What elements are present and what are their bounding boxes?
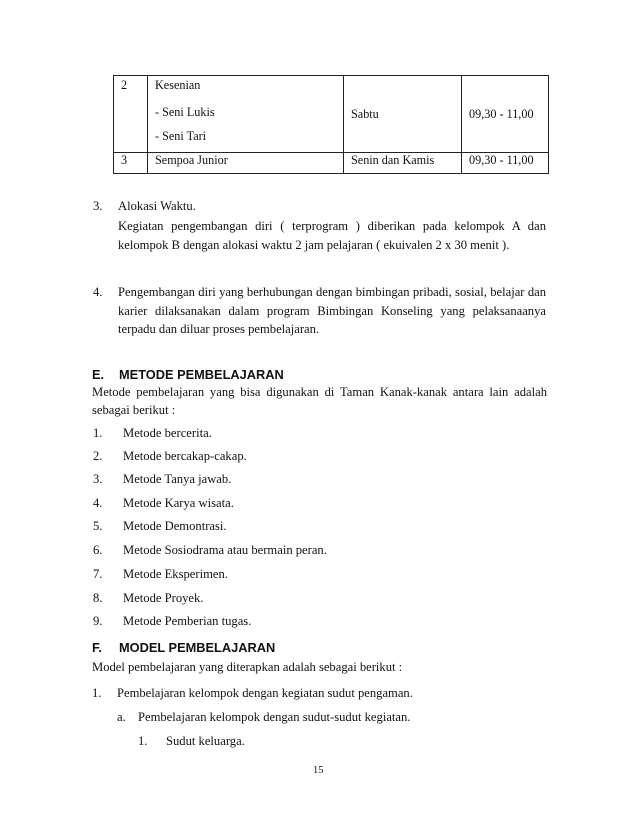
list-item-number: 6.: [93, 543, 103, 557]
list-item: Metode bercakap-cakap.: [123, 449, 247, 463]
table-row: [114, 153, 549, 174]
time-cell: 09,30 - 11,00: [462, 153, 549, 174]
list-item: Metode Pemberian tugas.: [123, 614, 252, 628]
list-item-number: 5.: [93, 519, 103, 533]
list-item: Metode Demontrasi.: [123, 519, 227, 533]
list-item-number: 4.: [93, 496, 103, 510]
row-number: 2: [114, 76, 148, 153]
item-3-title: Alokasi Waktu.: [118, 199, 196, 213]
activity-line: - Seni Lukis: [155, 105, 215, 119]
list-item: Pembelajaran kelompok dengan kegiatan sudut pengaman.: [117, 686, 413, 700]
activity-cell: [148, 76, 344, 153]
item-4-line: karier dilaksanakan dalam program Bimbingan Konseling yang pelaksanaanya: [118, 304, 546, 318]
section-f-intro: Model pembelajaran yang diterapkan adalah sebagai berikut :: [92, 660, 403, 674]
item-3-line: Kegiatan pengembangan diri ( terprogram ) diberikan pada kelompok A dan: [118, 219, 546, 233]
item-4-line: Pengembangan diri yang berhubungan dengan bimbingan pribadi, sosial, belajar dan: [118, 285, 546, 299]
list-item: Metode Sosiodrama atau bermain peran.: [123, 543, 327, 557]
list-item-number: 7.: [93, 567, 103, 581]
activity-line: - Seni Tari: [155, 129, 207, 143]
schedule-table: [113, 75, 549, 174]
list-item-number: a.: [117, 710, 126, 724]
section-e-intro: sebagai berikut :: [92, 403, 176, 417]
list-item: Metode Tanya jawab.: [123, 472, 232, 486]
list-item: Metode Proyek.: [123, 591, 204, 605]
section-e-intro: Metode pembelajaran yang bisa digunakan di Taman Kanak-kanak antara lain adalah: [92, 385, 547, 399]
section-f-title: MODEL PEMBELAJARAN: [119, 640, 276, 655]
list-item-number: 1.: [92, 686, 102, 700]
activity-line: Kesenian: [155, 78, 201, 92]
list-item: Sudut keluarga.: [166, 734, 245, 748]
item-3-line: kelompok B dengan alokasi waktu 2 jam pelajaran ( ekuivalen 2 x 30 menit ).: [118, 238, 510, 252]
section-e-title: METODE PEMBELAJARAN: [119, 367, 284, 382]
list-item: Pembelajaran kelompok dengan sudut-sudut kegiatan.: [138, 710, 411, 724]
list-item-number: 1.: [93, 426, 103, 440]
table-row: [114, 76, 549, 153]
day-cell: Sabtu: [344, 76, 462, 153]
item-4-number: 4.: [93, 285, 103, 299]
section-f-letter: F.: [92, 640, 102, 655]
list-item-number: 8.: [93, 591, 103, 605]
list-item-number: 9.: [93, 614, 103, 628]
list-item-number: 1.: [138, 734, 148, 748]
list-item: Metode Eksperimen.: [123, 567, 228, 581]
row-number: 3: [114, 153, 148, 174]
section-e-letter: E.: [92, 367, 105, 382]
time-cell: 09,30 - 11,00: [462, 76, 549, 153]
list-item: Metode bercerita.: [123, 426, 212, 440]
activity-cell: Sempoa Junior: [148, 153, 344, 174]
page-number: 15: [313, 765, 324, 776]
list-item-number: 2.: [93, 449, 103, 463]
list-item-number: 3.: [93, 472, 103, 486]
item-4-line: terpadu dan diluar proses pembelajaran.: [118, 322, 320, 336]
day-cell: Senin dan Kamis: [344, 153, 462, 174]
list-item: Metode Karya wisata.: [123, 496, 234, 510]
item-3-number: 3.: [93, 199, 103, 213]
